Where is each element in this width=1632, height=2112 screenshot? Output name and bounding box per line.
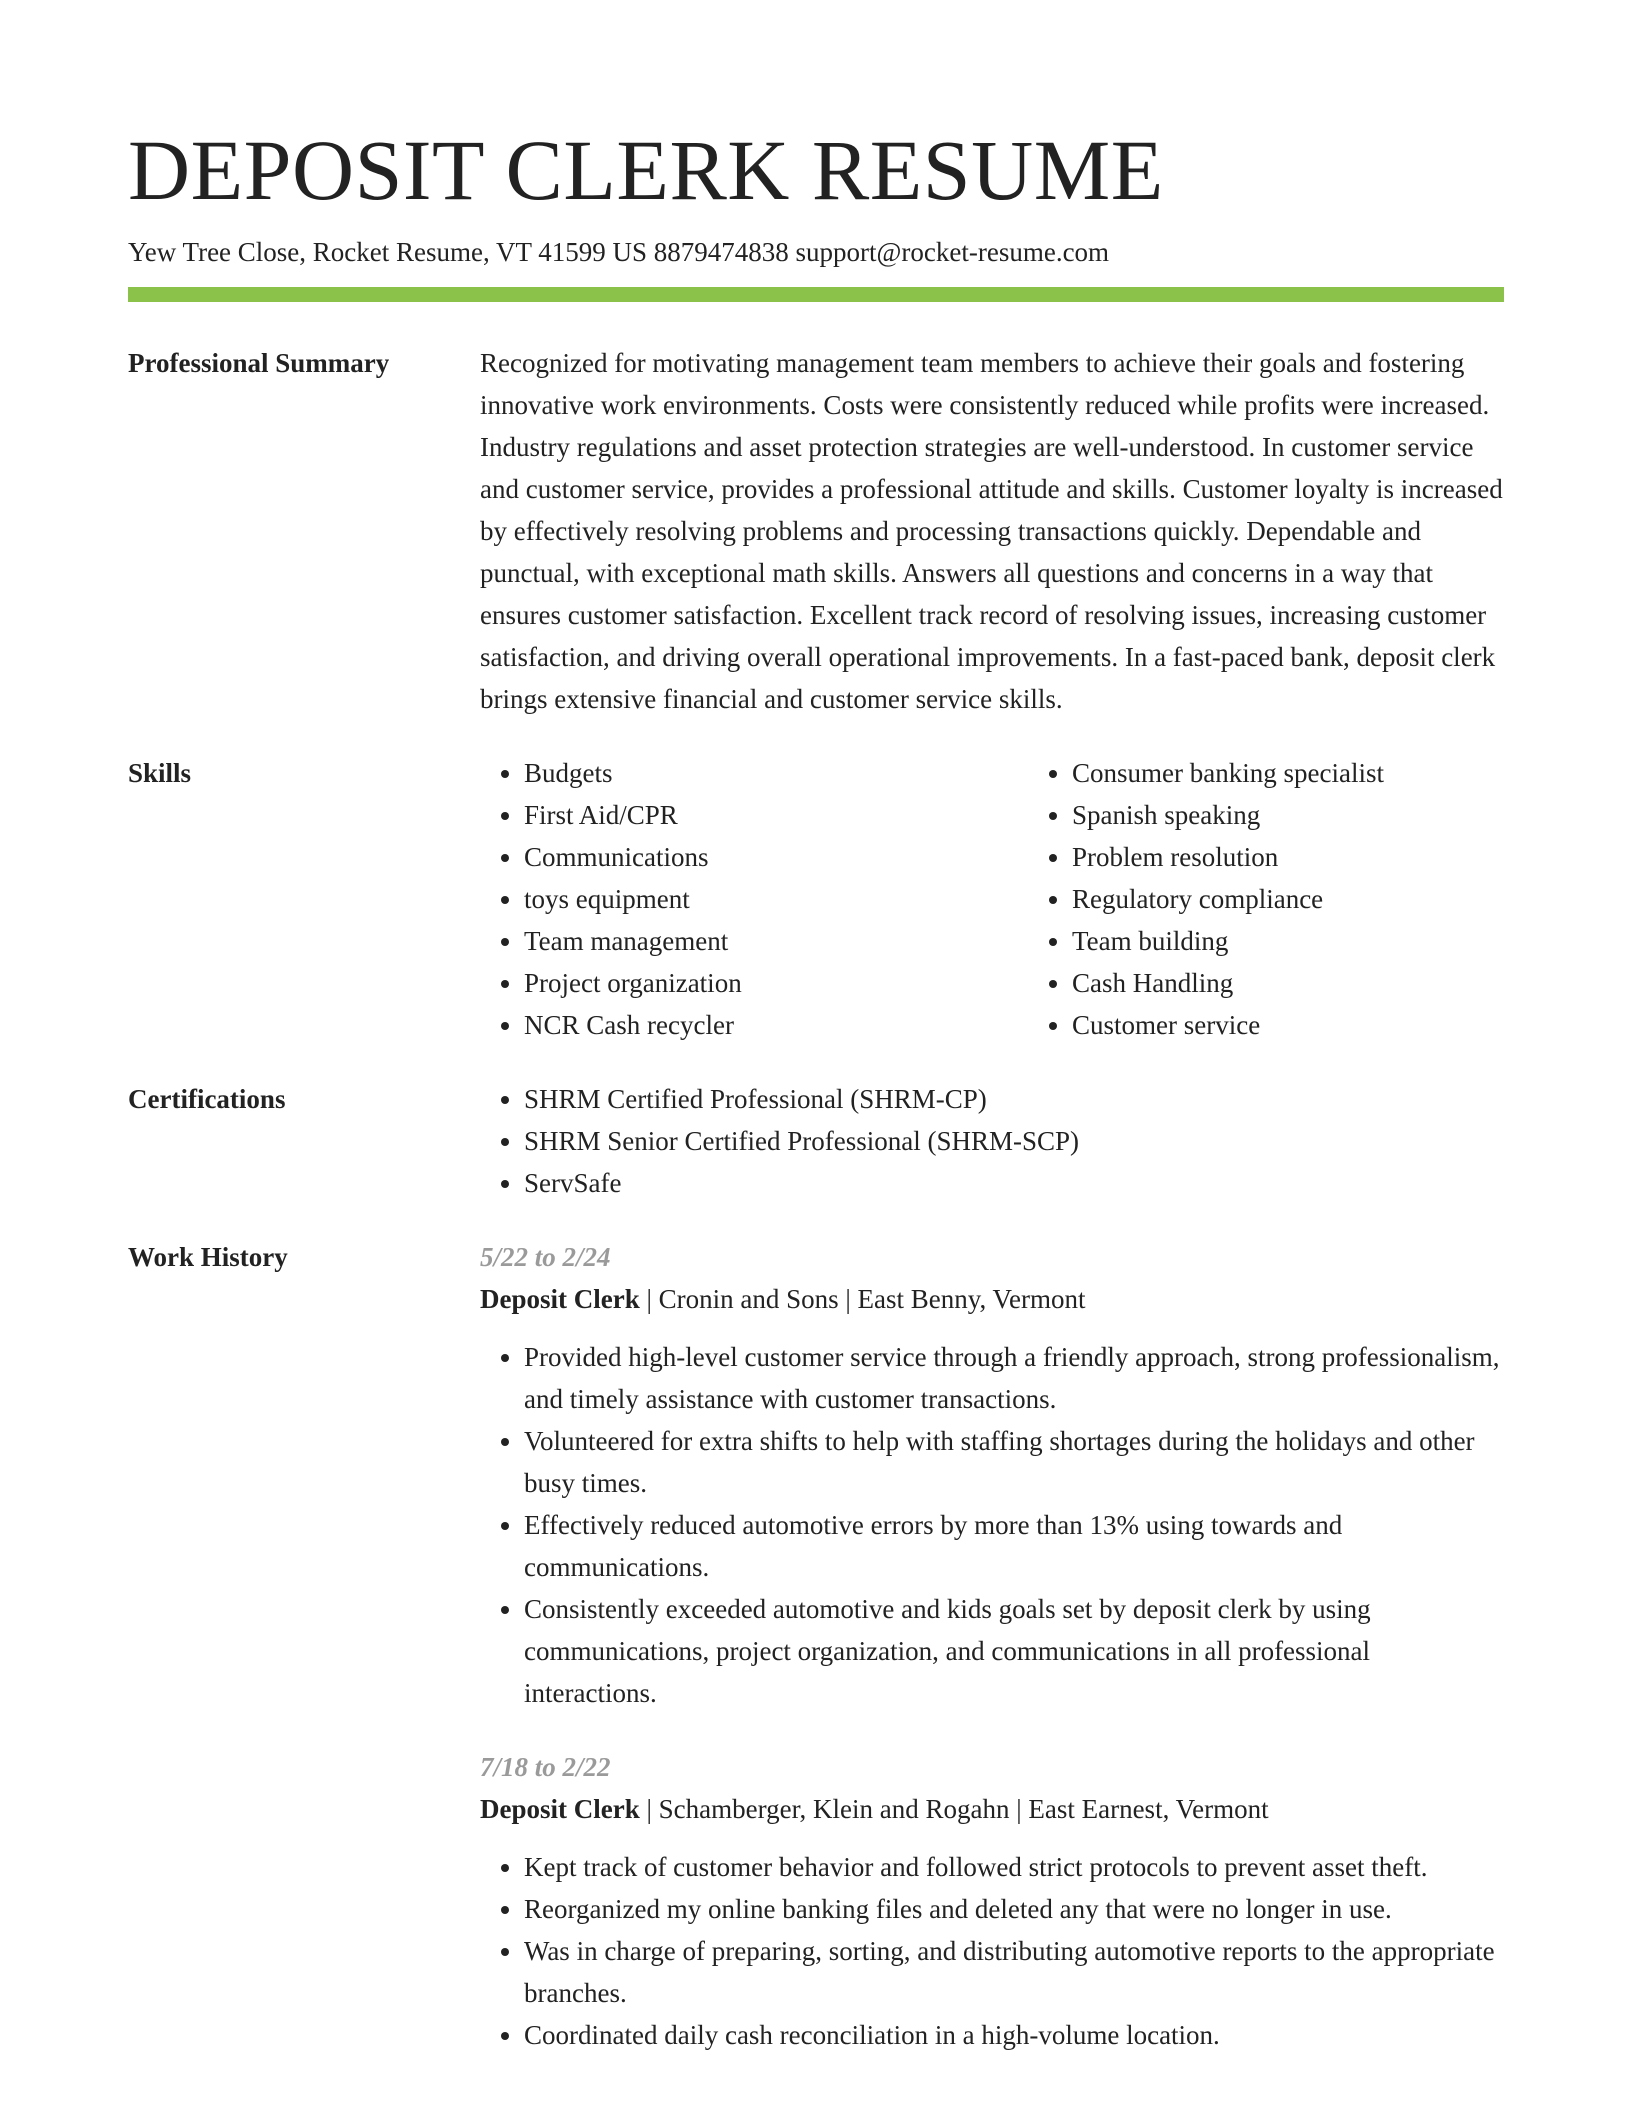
- job-title: Deposit Clerk: [480, 1794, 640, 1824]
- job-bullets: [480, 1336, 1504, 1714]
- skill-item: • Communications: [524, 836, 1028, 878]
- job-bullets: [480, 1846, 1504, 2056]
- job-bullet: • Reorganized my online banking files and deleted any that were no longer in use.: [524, 1888, 1504, 1930]
- certifications-section: [128, 1078, 1504, 1204]
- job-entry: [480, 1746, 1504, 2056]
- certification-item: • SHRM Certified Professional (SHRM-CP): [524, 1078, 1504, 1120]
- job-bullet: • Coordinated daily cash reconciliation in a high-volume location.: [524, 2014, 1504, 2056]
- job-bullet: • Volunteered for extra shifts to help with staffing shortages during the holidays and other busy times.: [524, 1420, 1504, 1504]
- certifications-list: [480, 1078, 1504, 1204]
- work-history-heading: Work History: [128, 1242, 288, 1272]
- job-bullet: • Consistently exceeded automotive and kids goals set by deposit clerk by using communications, project organization, and communications in all professional interactions.: [524, 1588, 1504, 1714]
- skill-item: • First Aid/CPR: [524, 794, 1028, 836]
- certifications-body: [480, 1078, 1504, 1204]
- certification-item: • SHRM Senior Certified Professional (SHRM-SCP): [524, 1120, 1504, 1162]
- skill-item: • Spanish speaking: [1072, 794, 1576, 836]
- job-bullet: • Kept track of customer behavior and followed strict protocols to prevent asset theft.: [524, 1846, 1504, 1888]
- job-bullet: • Was in charge of preparing, sorting, and distributing automotive reports to the appropriate branches.: [524, 1930, 1504, 2014]
- job-details: | Cronin and Sons | East Benny, Vermont: [639, 1284, 1086, 1314]
- skill-item: • Customer service: [1072, 1004, 1576, 1046]
- skill-item: • Regulatory compliance: [1072, 878, 1576, 920]
- summary-text: Recognized for motivating management team members to achieve their goals and fostering innovative work environments. Costs were consistently reduced while profits were increased. Industry regulations and asset protection strategies are well-understood. In customer service and customer service, provides a professional attitude and skills. Customer loyalty is increased by effectively resolving problems and processing transactions quickly. Dependable and punctual, with exceptional math skills. Answers all questions and concerns in a way that ensures customer satisfaction. Excellent track record of resolving issues, increasing customer satisfaction, and driving overall operational improvements. In a fast-paced bank, deposit clerk brings extensive financial and customer service skills.: [480, 348, 1503, 714]
- job-title: Deposit Clerk: [480, 1284, 640, 1314]
- job-dates: 5/22 to 2/24: [480, 1242, 611, 1272]
- summary-body: [480, 342, 1504, 720]
- skill-item: • Team building: [1072, 920, 1576, 962]
- work-history-section: [128, 1236, 1504, 2056]
- contact-line: Yew Tree Close, Rocket Resume, VT 41599 US 8879474838 support@rocket-resume.com: [128, 237, 1110, 267]
- skill-item: • Project organization: [524, 962, 1028, 1004]
- skills-columns: [480, 752, 1576, 1046]
- skills-section: [128, 752, 1504, 1046]
- accent-divider: [128, 287, 1504, 302]
- job-bullet: • Provided high-level customer service through a friendly approach, strong professionalism, and timely assistance with customer transactions.: [524, 1336, 1504, 1420]
- job-dates: 7/18 to 2/22: [480, 1752, 611, 1782]
- resume-page: [128, 118, 1504, 2056]
- summary-heading: Professional Summary: [128, 348, 390, 378]
- skills-body: [480, 752, 1576, 1046]
- skill-item: • Team management: [524, 920, 1028, 962]
- skill-item: • NCR Cash recycler: [524, 1004, 1028, 1046]
- summary-section: [128, 342, 1504, 720]
- job-bullet: • Effectively reduced automotive errors by more than 13% using towards and communications.: [524, 1504, 1504, 1588]
- job-details: | Schamberger, Klein and Rogahn | East Earnest, Vermont: [639, 1794, 1269, 1824]
- skill-item: • Problem resolution: [1072, 836, 1576, 878]
- resume-title: DEPOSIT CLERK RESUME: [128, 122, 1164, 218]
- skills-list-right: [1028, 752, 1576, 1046]
- certification-item: • ServSafe: [524, 1162, 1504, 1204]
- skills-list-left: [480, 752, 1028, 1046]
- work-history-body: [480, 1236, 1504, 2056]
- skill-item: • Cash Handling: [1072, 962, 1576, 1004]
- certifications-heading: Certifications: [128, 1084, 286, 1114]
- job-entry: [480, 1236, 1504, 1714]
- skill-item: • Budgets: [524, 752, 1028, 794]
- skill-item: • Consumer banking specialist: [1072, 752, 1576, 794]
- skill-item: • toys equipment: [524, 878, 1028, 920]
- job-header: [480, 1278, 1504, 1320]
- skills-heading: Skills: [128, 758, 192, 788]
- job-header: [480, 1788, 1504, 1830]
